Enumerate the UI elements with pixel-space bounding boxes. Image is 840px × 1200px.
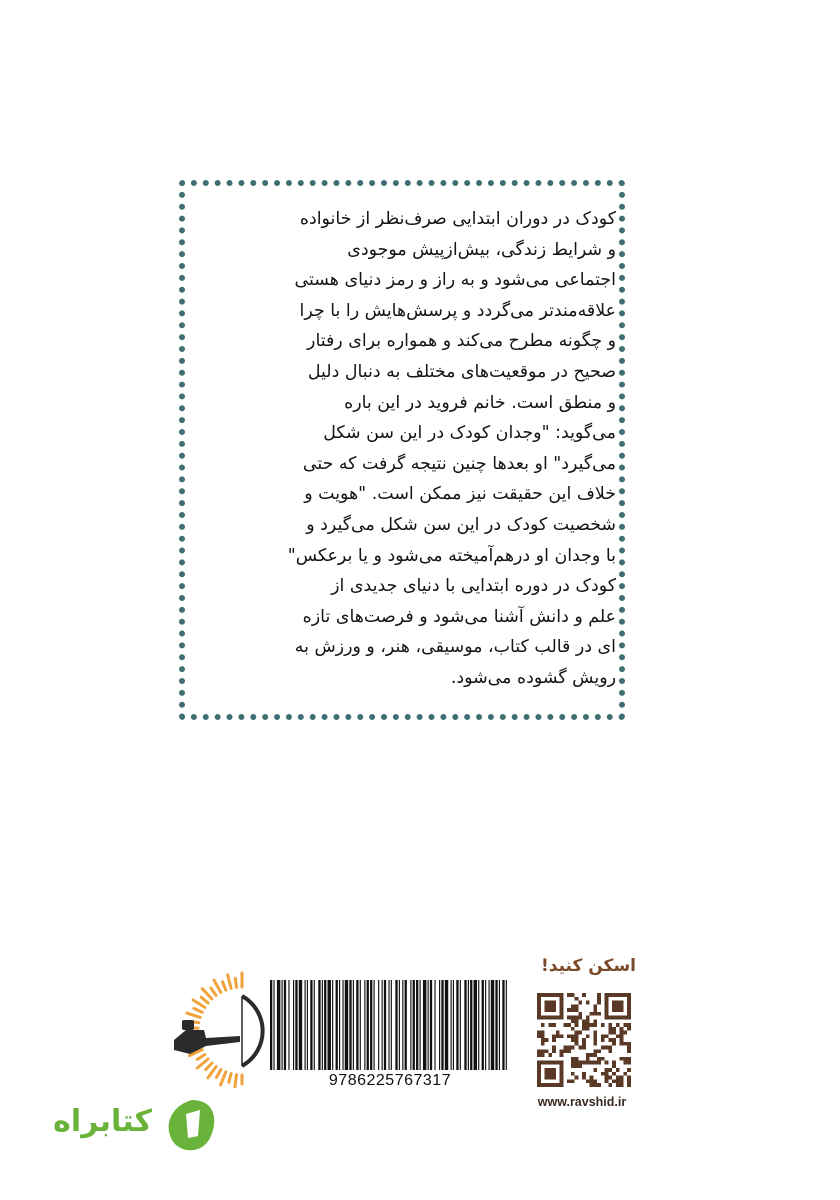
description-line: خلاف این حقیقت نیز ممکن است. "هویت و [304,484,616,505]
publisher-logo [160,968,270,1088]
description-line: با وجدان او درهم‌آمیخته می‌شود و یا برعکس" [287,545,616,566]
qr-code[interactable] [537,993,631,1087]
ketabrah-wordmark: کتابراه [53,1104,152,1139]
description-line: شخصیت کودک در این سن شکل می‌گیرد و [306,514,616,535]
description-line: صحیح در موقعیت‌های مختلف به دنبال دلیل [307,361,616,382]
description-line: رویش گشوده می‌شود. [450,667,616,688]
description-line: و منطق است. خانم فروید در این باره [344,392,616,413]
description-line: می‌گوید: "وجدان کودک در این سن شکل [323,423,616,444]
description-line: ای در قالب کتاب، موسیقی، هنر، و ورزش به [294,637,616,658]
description-line: علم و دانش آشنا می‌شود و فرصت‌های تازه [302,606,616,627]
isbn-number: 9786225767317 [328,1072,452,1089]
back-cover-description [196,204,616,694]
scan-label: اسکن کنید! [541,956,636,976]
description-line: و شرایط زندگی، بیش‌ازپیش موجودی [347,239,616,260]
description-line: کودک در دوران ابتدایی صرف‌نظر از خانواده [299,209,616,229]
description-line: علاقه‌مندتر می‌گردد و پرسش‌هایش را با چرا [299,300,616,321]
publisher-website[interactable]: www.ravshid.ir [537,1095,627,1109]
isbn-barcode [268,980,512,1070]
description-line: اجتماعی می‌شود و به راز و رمز دنیای هستی [294,270,616,291]
description-line: کودک در دوره ابتدایی با دنیای جدیدی از [331,576,616,597]
description-line: و چگونه مطرح می‌کند و همواره برای رفتار [307,331,616,352]
description-line: می‌گیرد" او بعدها چنین نتیجه گرفت که حتی [302,453,616,474]
